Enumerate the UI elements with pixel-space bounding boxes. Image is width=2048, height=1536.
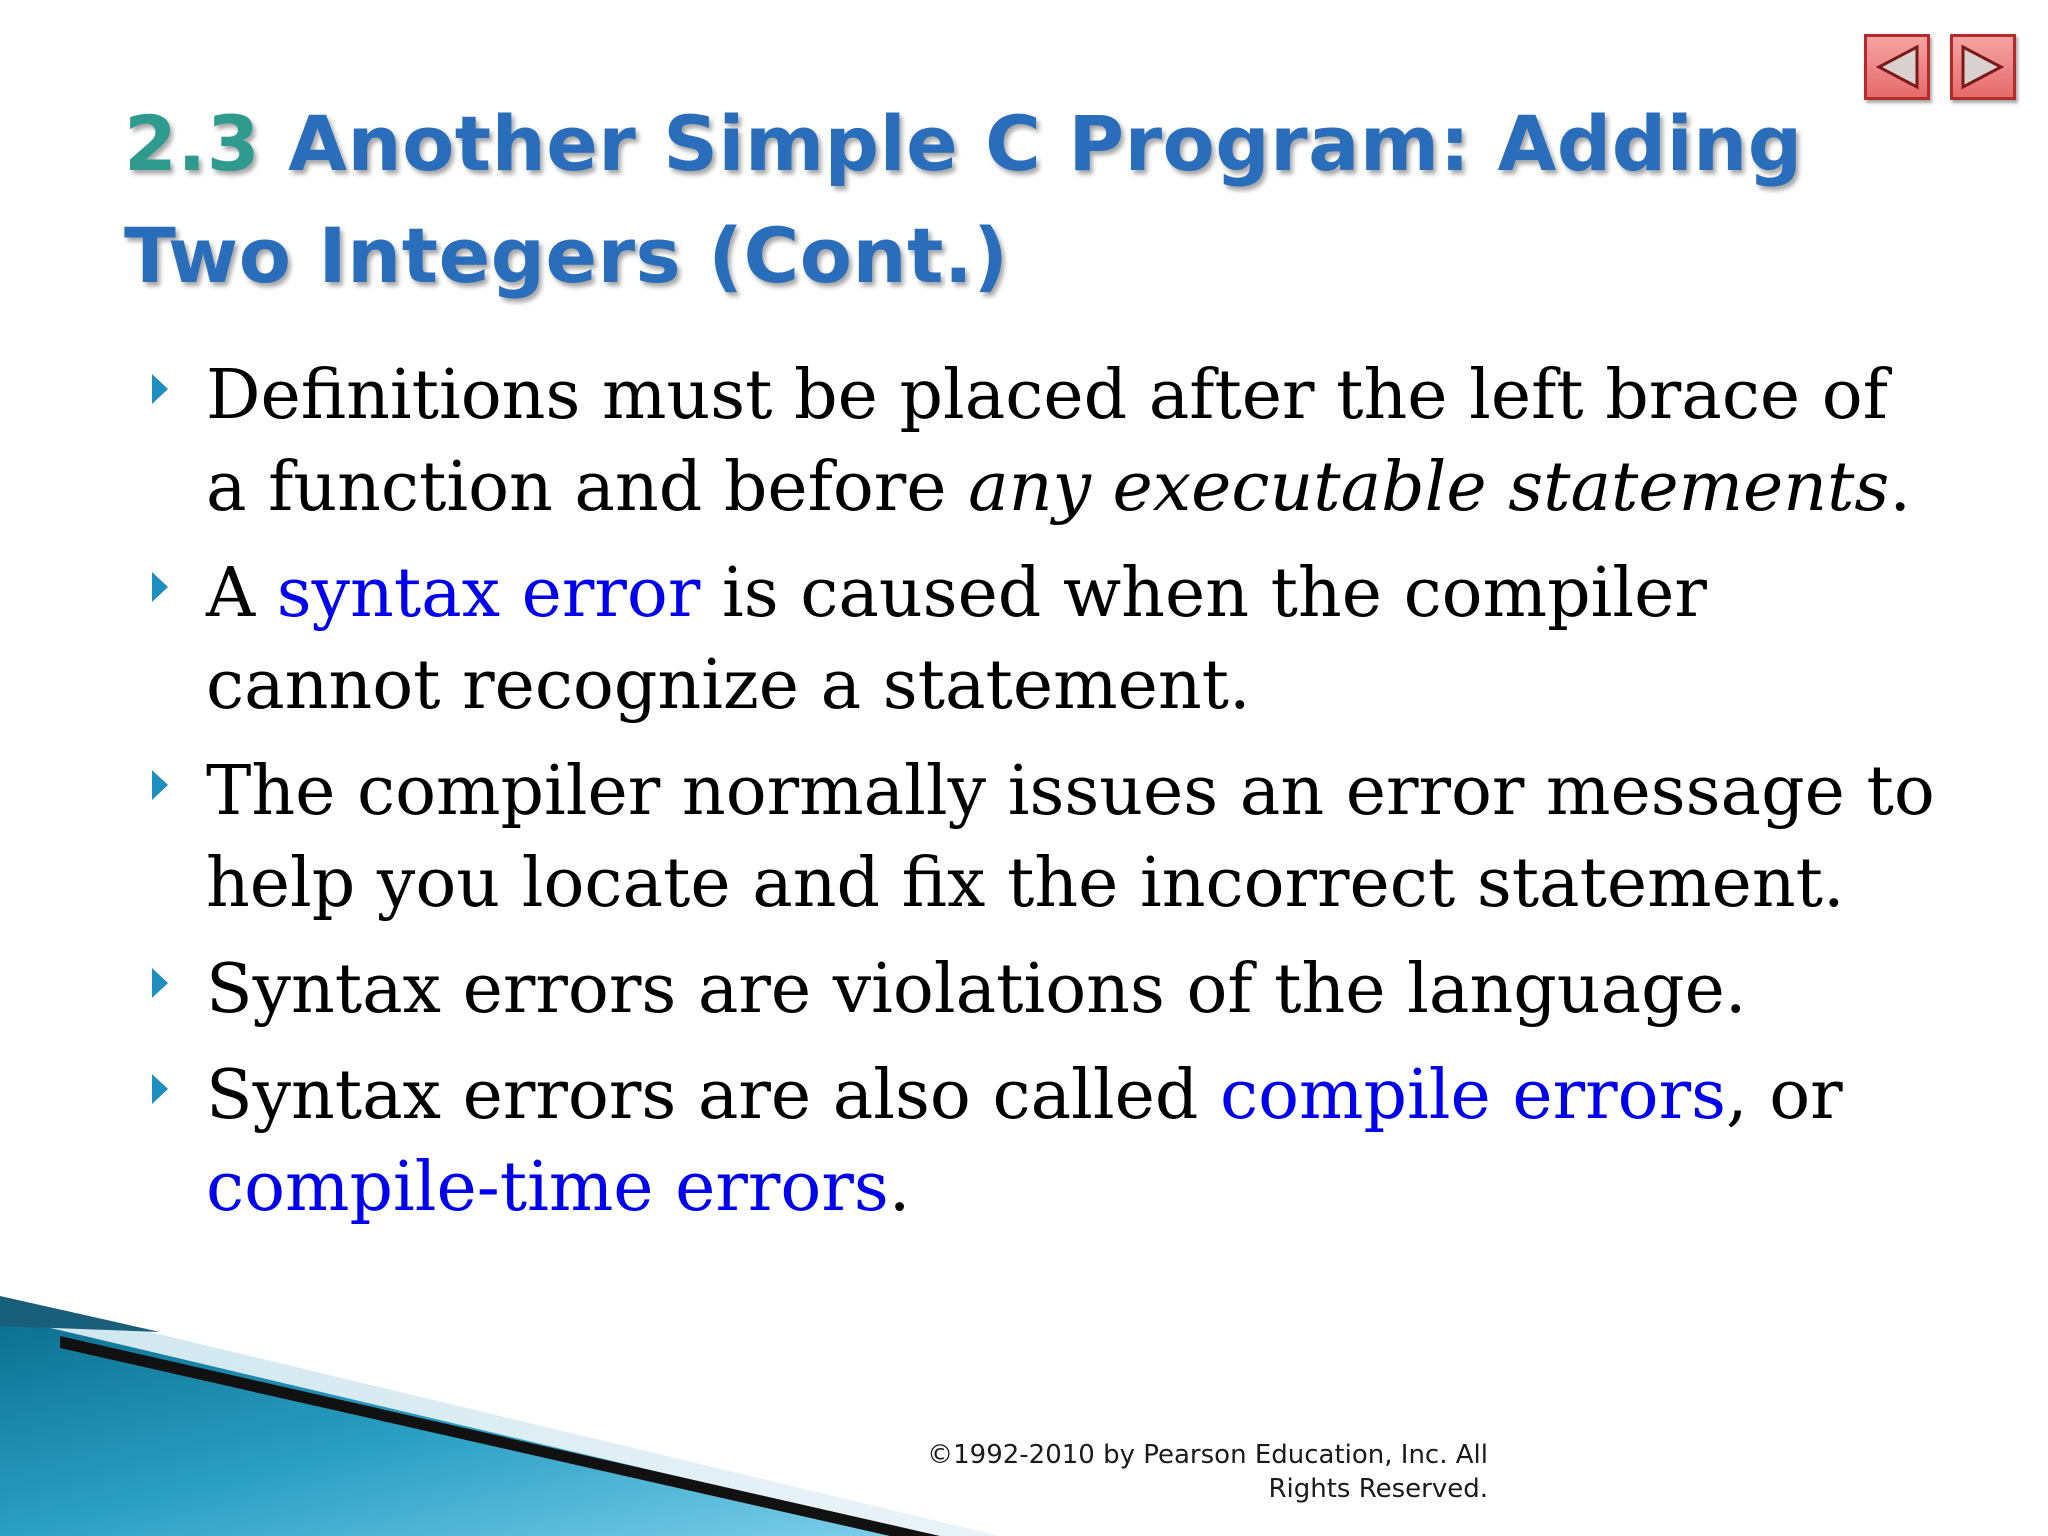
bullet-arrow-icon [150, 372, 170, 406]
title-text: Another Simple C Program: Adding Two Integers (Cont.) [124, 99, 1803, 300]
bullet-item [150, 548, 1950, 732]
bullet-arrow-icon [150, 570, 170, 604]
bullet-text-segment: Syntax errors are also called [206, 1056, 1220, 1135]
title-number: 2.3 [124, 99, 261, 188]
bullet-item [150, 350, 1950, 534]
bullet-text-segment: A [206, 554, 277, 633]
bullet-item [150, 1050, 1950, 1234]
copyright-notice: ©1992-2010 by Pearson Education, Inc. All Rights Reserved. [927, 1440, 1488, 1504]
bullet-text-segment: . [888, 1148, 911, 1227]
bullet-text-segment: syntax error [276, 554, 701, 633]
bullet-list [150, 350, 1950, 1248]
bullet-text-segment: compile-time errors [206, 1148, 889, 1227]
triangle-right-icon [1953, 37, 2013, 97]
slide-title [124, 88, 1884, 312]
bullet-text-segment: is caused when the compiler cannot recognize a statement. [206, 554, 1707, 725]
bullet-text-segment: any executable statements [968, 448, 1890, 527]
bullet-arrow-icon [150, 1072, 170, 1106]
bullet-text-segment: compile errors [1220, 1056, 1726, 1135]
bullet-item [150, 746, 1950, 930]
bullet-text-segment: The compiler normally issues an error message to help you locate and fix the incorrect statement. [206, 752, 1935, 923]
bullet-arrow-icon [150, 966, 170, 1000]
bullet-text-segment: . [1889, 448, 1911, 527]
previous-slide-button[interactable] [1864, 34, 1930, 100]
bullet-text-segment: Syntax errors are violations of the language. [206, 950, 1747, 1029]
bullet-text-segment: , or [1725, 1056, 1843, 1135]
bottom-wave-decoration [0, 1296, 1000, 1536]
bullet-text-segment: Definitions must be placed after the left brace of a function and before [206, 356, 1888, 527]
bullet-arrow-icon [150, 768, 170, 802]
bullet-item [150, 944, 1950, 1036]
next-slide-button[interactable] [1950, 34, 2016, 100]
triangle-left-icon [1867, 37, 1927, 97]
